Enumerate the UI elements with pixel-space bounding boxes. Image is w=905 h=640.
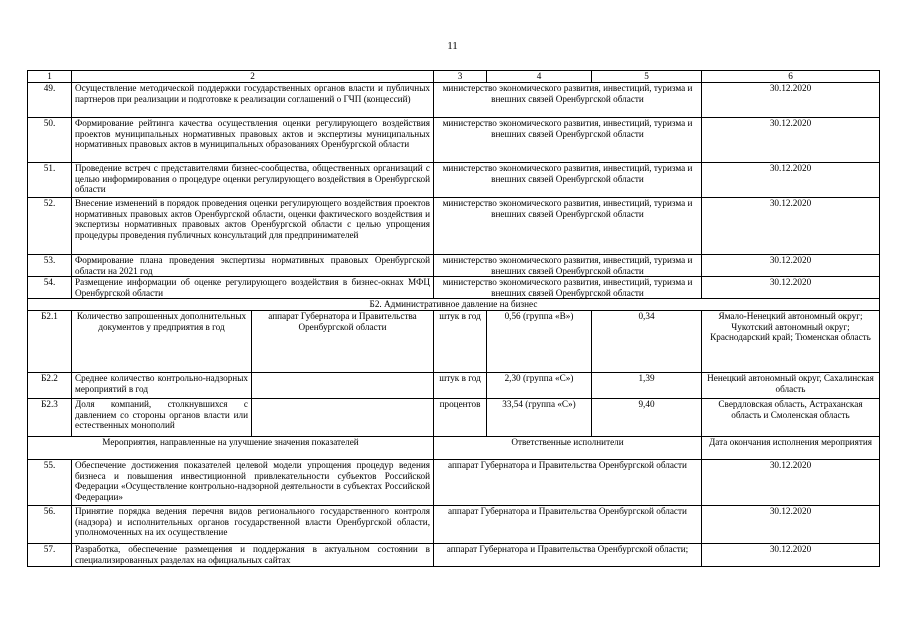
measure-text: Принятие порядка ведения перечня видов регионального государственного контроля (надзора) и исполнительных органов государственной власти Оренбургской области, уполномоченных на их осуществление [72,505,434,543]
measure-text: Проведение встреч с представителями бизнес-сообщества, общественных организаций с целью информирования о процедуре оценки регулирующего воздействия в Оренбургской области [72,163,434,198]
row-number: 51. [28,163,72,198]
section-title: Б2. Административное давление на бизнес [28,299,880,311]
measure-text: Формирование плана проведения экспертизы нормативных правовых Оренбургской области на 2021 год [72,255,434,277]
measure-text: Осуществление методической поддержки государственных органов власти и публичных партнеров при реализации и подготовке к реализации соглашений о ГЧП (концессий) [72,83,434,118]
responsible-text: министерство экономического развития, инвестиций, туризма и внешних связей Оренбургской области [434,277,702,299]
row-number: 49. [28,83,72,118]
responsible-text: министерство экономического развития, инвестиций, туризма и внешних связей Оренбургской области [434,118,702,163]
deadline-date: 30.12.2020 [702,459,880,505]
column-number-row [28,71,880,83]
row-number: 54. [28,277,72,299]
deadline-date: 30.12.2020 [702,198,880,255]
table-row [28,198,880,255]
table-row [28,459,880,505]
measure-text: Формирование рейтинга качества осуществления оценки регулирующего воздействия проектов муниципальных нормативных правовых актов и экспертизы муниципальных нормативных правовых актов в муниципальных образованиях Оренбургской области [72,118,434,163]
column-number: 3 [434,71,487,83]
indicator-responsible [252,372,434,398]
row-number: 50. [28,118,72,163]
measure-text: Размещение информации об оценке регулирующего воздействия в бизнес-окнах МФЦ Оренбургской области [72,277,434,299]
table-row [28,83,880,118]
row-number: 52. [28,198,72,255]
responsible-text: министерство экономического развития, инвестиций, туризма и внешних связей Оренбургской области [434,163,702,198]
table-row [28,543,880,566]
responsible-text: министерство экономического развития, инвестиций, туризма и внешних связей Оренбургской области [434,83,702,118]
responsible-text: министерство экономического развития, инвестиций, туризма и внешних связей Оренбургской области [434,255,702,277]
measure-text: Разработка, обеспечение размещения и поддержания в актуальном состоянии в специализированных разделах на официальных сайтах [72,543,434,566]
indicator-number: Б2.1 [28,310,72,372]
indicator-current: 1,39 [592,372,702,398]
table-row [28,163,880,198]
column-number: 1 [28,71,72,83]
deadline-date: 30.12.2020 [702,118,880,163]
indicator-number: Б2.3 [28,398,72,436]
indicator-unit: процентов [434,398,487,436]
table-row [28,118,880,163]
deadline-date: 30.12.2020 [702,255,880,277]
indicator-name: Количество запрошенных дополнительных документов у предприятия в год [72,310,252,372]
measure-text: Внесение изменений в порядок проведения оценки регулирующего воздействия проектов нормативных правовых актов Оренбургской области, оценки фактического воздействия и экспертизы нормативных правовых актов Оренбургской области с целью упрощения процедуры проведения публичных консультаций для предпринимателей [72,198,434,255]
indicator-row [28,398,880,436]
indicator-regions: Ямало-Ненецкий автономный округ; Чукотский автономный округ; Краснодарский край; Тюменская область [702,310,880,372]
column-number: 4 [487,71,592,83]
responsible-text: аппарат Губернатора и Правительства Оренбургской области [434,459,702,505]
row-number: 53. [28,255,72,277]
measure-text: Обеспечение достижения показателей целевой модели упрощения процедур ведения бизнеса и повышения инвестиционной привлекательности субъектов Российской Федерации «Осуществление контрольно-надзорной деятельности в субъектах Российской Федерации» [72,459,434,505]
responsible-text: аппарат Губернатора и Правительства Оренбургской области; [434,543,702,566]
measures-header-row [28,436,880,459]
indicator-number: Б2.2 [28,372,72,398]
section-row [28,299,880,311]
deadline-date: 30.12.2020 [702,543,880,566]
deadline-date: 30.12.2020 [702,163,880,198]
indicator-name: Среднее количество контрольно-надзорных мероприятий в год [72,372,252,398]
measures-header: Мероприятия, направленные на улучшение значения показателей [28,436,434,459]
indicator-target: 33,54 (группа «С») [487,398,592,436]
indicator-row [28,310,880,372]
indicator-row [28,372,880,398]
row-number: 56. [28,505,72,543]
indicator-regions: Ненецкий автономный округ, Сахалинская область [702,372,880,398]
column-number: 5 [592,71,702,83]
table-row [28,505,880,543]
deadline-date: 30.12.2020 [702,277,880,299]
indicator-regions: Свердловская область, Астраханская область и Смоленская область [702,398,880,436]
deadline-date: 30.12.2020 [702,83,880,118]
row-number: 57. [28,543,72,566]
indicator-unit: штук в год [434,310,487,372]
measures-table [27,70,880,567]
deadline-header: Дата окончания исполнения мероприятия [702,436,880,459]
table-row [28,277,880,299]
indicator-responsible: аппарат Губернатора и Правительства Оренбургской области [252,310,434,372]
indicator-responsible [252,398,434,436]
column-number: 6 [702,71,880,83]
responsible-header: Ответственные исполнители [434,436,702,459]
page-number: 11 [447,40,458,52]
indicator-unit: штук в год [434,372,487,398]
indicator-current: 9,40 [592,398,702,436]
responsible-text: министерство экономического развития, инвестиций, туризма и внешних связей Оренбургской области [434,198,702,255]
table-body [28,71,880,567]
column-number: 2 [72,71,434,83]
indicator-current: 0,34 [592,310,702,372]
indicator-name: Доля компаний, столкнувшихся с давлением со стороны органов власти или естественных монополий [72,398,252,436]
row-number: 55. [28,459,72,505]
deadline-date: 30.12.2020 [702,505,880,543]
indicator-target: 2,30 (группа «С») [487,372,592,398]
responsible-text: аппарат Губернатора и Правительства Оренбургской области [434,505,702,543]
table-row [28,255,880,277]
indicator-target: 0,56 (группа «В») [487,310,592,372]
